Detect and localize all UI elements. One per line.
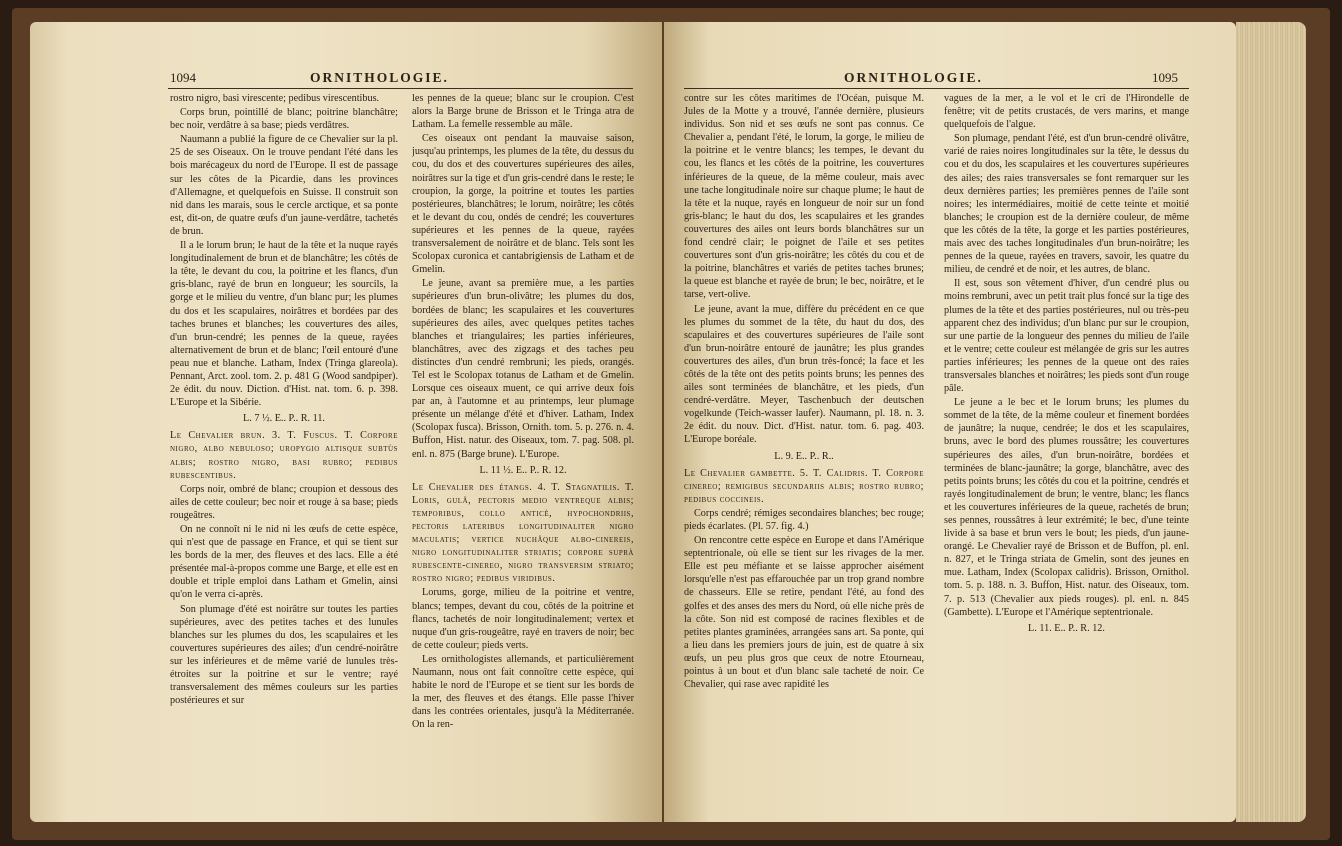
running-header: ORNITHOLOGIE. <box>844 70 983 85</box>
column-right <box>412 92 634 812</box>
paragraph: Son plumage d'été est noirâtre sur toutes les parties supérieures, avec des petites taches et des lunules blanches sur les plumes du dos, les scapulaires et les couvertures supérieures des ailes; d'un cendré-noirâtre sur les inférieures et de même varié de lunules très-étroites sur la poitrine et sur le ventre; rayé transversalement des mêmes couleurs sur les parties postérieures et sur <box>170 603 398 707</box>
measurement-line: L. 9. E.. P.. R.. <box>774 450 834 462</box>
paragraph: Corps cendré; rémiges secondaires blanches; bec rouge; pieds écarlates. (Pl. 57. fig. 4.) <box>684 507 924 532</box>
measurement-line: L. 7 ½. E.. P.. R. 11. <box>243 413 325 425</box>
paragraph: les pennes de la queue; blanc sur le croupion. C'est alors la Barge brune de Brisson et le Tringa atra de Latham. La femelle ressemble au mâle. <box>412 93 634 131</box>
paragraph: Ces oiseaux ont pendant la mauvaise saison, jusqu'au printemps, les plumes de la tête, du dessus du cou, du dos et des couvertures supérieures des ailes, noirâtres sur la tige et d'un gris-cendré dans le reste; le croupion, la gorge, la poitrine et toutes les parties postérieures, blanchâtres; le lorum, noirâtre; les côtés et le devant du cou, ondés de cendré; les couvertures supérieures et les pennes de la queue, rayées transversalement de noirâtre et de blanc. Tels sont les Scolopax curonica et cantabrigiensis de Latham et de Gmelin. <box>412 133 634 276</box>
paragraph: Les ornithologistes allemands, et particulièrement Naumann, nous ont fait connoître cette espèce, qui habite le nord de l'Europe et se tient sur les bords de la mer, des fleuves et des étangs. Elle passe l'hiver dans les contrées orientales, jusqu'à la Méditerranée. On la ren- <box>412 653 634 731</box>
paragraph: rostro nigro, basi virescente; pedibus virescentibus. <box>170 93 380 104</box>
paragraph: Corps noir, ombré de blanc; croupion et dessous des ailes de cette couleur; bec noir et rouge à sa base; pieds rougeâtres. <box>170 483 398 521</box>
page-edges <box>1236 22 1306 822</box>
left-page <box>30 22 662 822</box>
paragraph: Lorums, gorge, milieu de la poitrine et ventre, blancs; tempes, devant du cou, côtés de la poitrine et flancs, tachetés de noir longitudinalement; vertex et nuque d'un gris-rougeâtre, rayé en travers de noir; bec de cette couleur; pieds verts. <box>412 587 634 651</box>
paragraph: Naumann a publié la figure de ce Chevalier sur la pl. 25 de ses Oiseaux. On le trouve pendant l'été dans les bois marécageux du nord de l'Europe. Il est de passage sur les côtes de la Picardie, dans les provinces d'Allemagne, et quelquefois en Suisse. Il construit son nid dans les marais, sous le cercle arctique, et sa ponte est, dit-on, de quatre œufs d'un jaune-verdâtre, tachetés de brun. <box>170 134 398 237</box>
paragraph: Le jeune, avant la mue, diffère du précédent en ce que les plumes du sommet de la tête, du haut du dos, des scapulaires et des couvertures supérieures de l'aile sont d'un brun-noirâtre entouré de jaunâtre; les plus grandes couvertures des ailes, d'un brun très-foncé; la face et les côtés de la tête ont des petits points bruns; les pennes des ailes sont terminées de blanchâtre, et les pieds, d'un cendré-verdâtre. Meyer, Taschenbuch der deutschen vogelkunde (Teich-wasser laufer). Naumann, pl. 18. n. 3. 2e édit. du nouv. Dict. d'Hist. natur. tom. 6. pag. 403. L'Europe boréale. <box>684 303 924 446</box>
page-number: 1094 <box>170 70 196 85</box>
species-entry-heading: Le Chevalier brun. 3. T. Fuscus. T. Corpore nigro, albo nebuloso; uropygio altisque subtùs albis; rostro nigro, basi rubro; pedibus rubescentibus. <box>170 430 398 481</box>
header-rule <box>684 88 1189 89</box>
paragraph: vagues de la mer, a le vol et le cri de l'Hirondelle de fenêtre; vit de petits crustacés, de vers marins, et mange quelquefois de l'algue. <box>944 93 1189 131</box>
paragraph: Son plumage, pendant l'été, est d'un brun-cendré olivâtre, varié de raies noires longitudinales sur la tête, le dessus du cou et du dos, les scapulaires et les couvertures supérieures des ailes; des raies transversales se font remarquer sur les deux dernières parties; les premières pennes de l'aile sont noires; les intermédiaires, moitié de cette teinte et moitié blanches; le croupion est de la dernière couleur, de même que les côtés de la tête, la gorge et les parties postérieures, mais avec des taches longitudinales d'un brun-noirâtre; les pennes de la queue, rayées en travers, savoir, les quatre du milieu, de cendré et de noir, et les autres, de blanc. <box>944 133 1189 276</box>
paragraph: Il a le lorum brun; le haut de la tête et la nuque rayés longitudinalement de brun et de blanchâtre; les côtés de la tête, le devant du cou, la poitrine et les flancs, d'un gris-blanc, rayé de brun en longueur; les sourcils, la gorge et le milieu du ventre, d'un blanc pur; les plumes du dos et les scapulaires, noirâtres et bordées par des taches brunes et blanches; les couvertures des ailes, d'un brun-cendré; les pennes de la queue, rayées alternativement de brun et de blanc; l'œil entouré d'une peau nue et blanche. Latham, Index (Tringa glareola). Pennant, Arct. zool. tom. 2. p. 481 G (Wood sandpiper). 2e édit. du nouv. Diction. d'Hist. nat. tom. 6. p. 398. L'Europe et la Sibérie. <box>170 240 398 409</box>
species-entry-heading: Le Chevalier des étangs. 4. T. Stagnatilis. T. Loris, gulâ, pectoris medio ventreque albis; temporibus, collo anticè, hypochondriis, pectoris lateribus longitudinaliter nigro maculatis; vertice nuchâque albo-cinereis, nigro longitudinaliter striatis; corpore suprà rubescente-cinereo, nigro transversim striato; rostro nigro; pedibus viridibus. <box>412 481 634 585</box>
measurement-line: L. 11. E.. P.. R. 12. <box>1028 622 1105 634</box>
paragraph: On rencontre cette espèce en Europe et dans l'Amérique septentrionale, où elle se tient sur les rivages de la mer. Elle est peu méfiante et se laisse approcher aisément lorsqu'elle n'est pas effarouchée par un trop grand nombre de chasseurs. Elle se retire, pendant l'été, au fond des golfes et des anses des mers du Nord, où elle niche près de la côte. Son nid est composé de racines flexibles et de petites plantes graminées, arrangées sans art. Sa ponte, qui a lieu dans les premiers jours de juin, est de quatre à six œufs, un peu plus gros que ceux de notre Etourneau, pointus à un bout et d'un blanc sale tacheté de noir. Ce Chevalier, qui rase avec rapidité les <box>684 535 924 691</box>
column-left <box>170 92 398 812</box>
paragraph: Le jeune a le bec et le lorum bruns; les plumes du sommet de la tête, de la même couleur et finement bordées de jaunâtre; la nuque, cendrée; le dos et les scapulaires, bruns, avec le bord des plumes roussâtre; les couvertures supérieures des ailes, d'un brun-noirâtre, bordées et terminées de blanc-jaunâtre; la gorge, blanchâtre, avec des petits points bruns; les côtés du cou et la poitrine, cendrés et rayés longitudinalement de brun; le ventre, blanc; les flancs et les couvertures inférieures de la queue, rachetés de brun; ses pennes, roussâtres à leur extrémité; le bec, d'une teinte livide à sa base et brun vers le bout; les pieds, d'un jaune-orangé. Le Chevalier rayé de Brisson et de Buffon, pl. enl. n. 827, et le Tringa striata de Gmelin, sont des jeunes en mue. Latham, Index (Scolopax calidris). Brisson, Ornithol. tom. 5. p. 188. n. 3. Buffon, Hist. natur. des Oiseaux, tom. 7. p. 513 (Chevalier aux pieds rouges). pl. enl. n. 845 (Gambette). L'Europe et l'Amérique septentrionale. <box>944 397 1189 618</box>
paragraph: Le jeune, avant sa première mue, a les parties supérieures d'un brun-olivâtre; les plumes du dos, bordées de blanc; les scapulaires et les couvertures supérieures des ailes, avec quelques petites taches blanches et triangulaires; les parties inférieures, blanchâtres, avec des zigzags et des taches peu distinctes d'un cendré rembruni; les pieds, orangés. Tel est le Scolopax totanus de Latham et de Gmelin. Lorsque ces oiseaux muent, ce qui arrive deux fois par an, à l'automne et au printemps, leur plumage présente un mélange d'été et d'hiver. Latham, Index (Scolopax fusca). Brisson, Ornith. tom. 5. p. 276. n. 4. Buffon, Hist. natur. des Oiseaux, tom. 7. pag. 508. pl. enl. n. 875 (Barge brune). L'Europe. <box>412 278 634 460</box>
paragraph: Corps brun, pointillé de blanc; poitrine blanchâtre; bec noir, verdâtre à sa base; pieds verdâtres. <box>170 107 398 132</box>
species-entry-heading: Le Chevalier gambette. 5. T. Calidris. T. Corpore cinereo; remigibus secundariis albis; rostro rubro; pedibus coccineis. <box>684 467 924 505</box>
right-page <box>664 22 1236 822</box>
measurement-line: L. 11 ½. E.. P.. R. 12. <box>479 464 567 476</box>
running-header: ORNITHOLOGIE. <box>310 70 449 85</box>
paragraph: Il est, sous son vêtement d'hiver, d'un cendré plus ou moins rembruni, avec un petit trait plus foncé sur la tige des plumes de la tête et des parties postérieures, nul ou très-peu apparent chez des individus; d'un blanc pur sur le croupion, sur une partie de la longueur des pennes du milieu de l'aile et le ventre; cette couleur est mélangée de gris sur les autres parties inférieures; les pennes de la queue ont des raies transversales blanches et noirâtres; les pieds sont d'un rouge pâle. <box>944 278 1189 395</box>
paragraph: On ne connoît ni le nid ni les œufs de cette espèce, qui n'est que de passage en France, et qui se tient sur les bords de la mer, des fleuves et des lacs. Elle a été présentée mal-à-propos comme une Barge, et elle est en double et triple emploi dans Latham et Gmelin, ainsi qu'on le verra ci-après. <box>170 524 398 601</box>
column-right <box>944 92 1189 812</box>
header-rule <box>168 88 633 89</box>
column-left <box>684 92 924 812</box>
paragraph: contre sur les côtes maritimes de l'Océan, puisque M. Jules de la Motte y a trouvé, l'année dernière, plusieurs individus. Son nid et ses œufs ne sont pas connus. Ce Chevalier a, pendant l'été, le lorum, la gorge, le milieu de la poitrine et le ventre blancs; les tempes, le devant du cou, les flancs et les côtés de la poitrine, les couvertures inférieures de la queue, de la même couleur, mais avec une tache longitudinale noire sur chaque plume; le haut de la tête et la nuque, rayés en longueur de noir sur un fond gris-blanc; le haut du dos, les scapulaires et les grandes couvertures des ailes ont leurs bords blanchâtres sur un fond cendré clair; le poignet de l'aile et ses petites couvertures sont d'un gris-noirâtre; les côtés du cou et de la poitrine, blanchâtres et variés de petites taches brunes; la queue est blanche et rayée de brun; le bec, noirâtre, et le tarse, vert-olive. <box>684 93 924 301</box>
page-number: 1095 <box>1152 70 1178 85</box>
